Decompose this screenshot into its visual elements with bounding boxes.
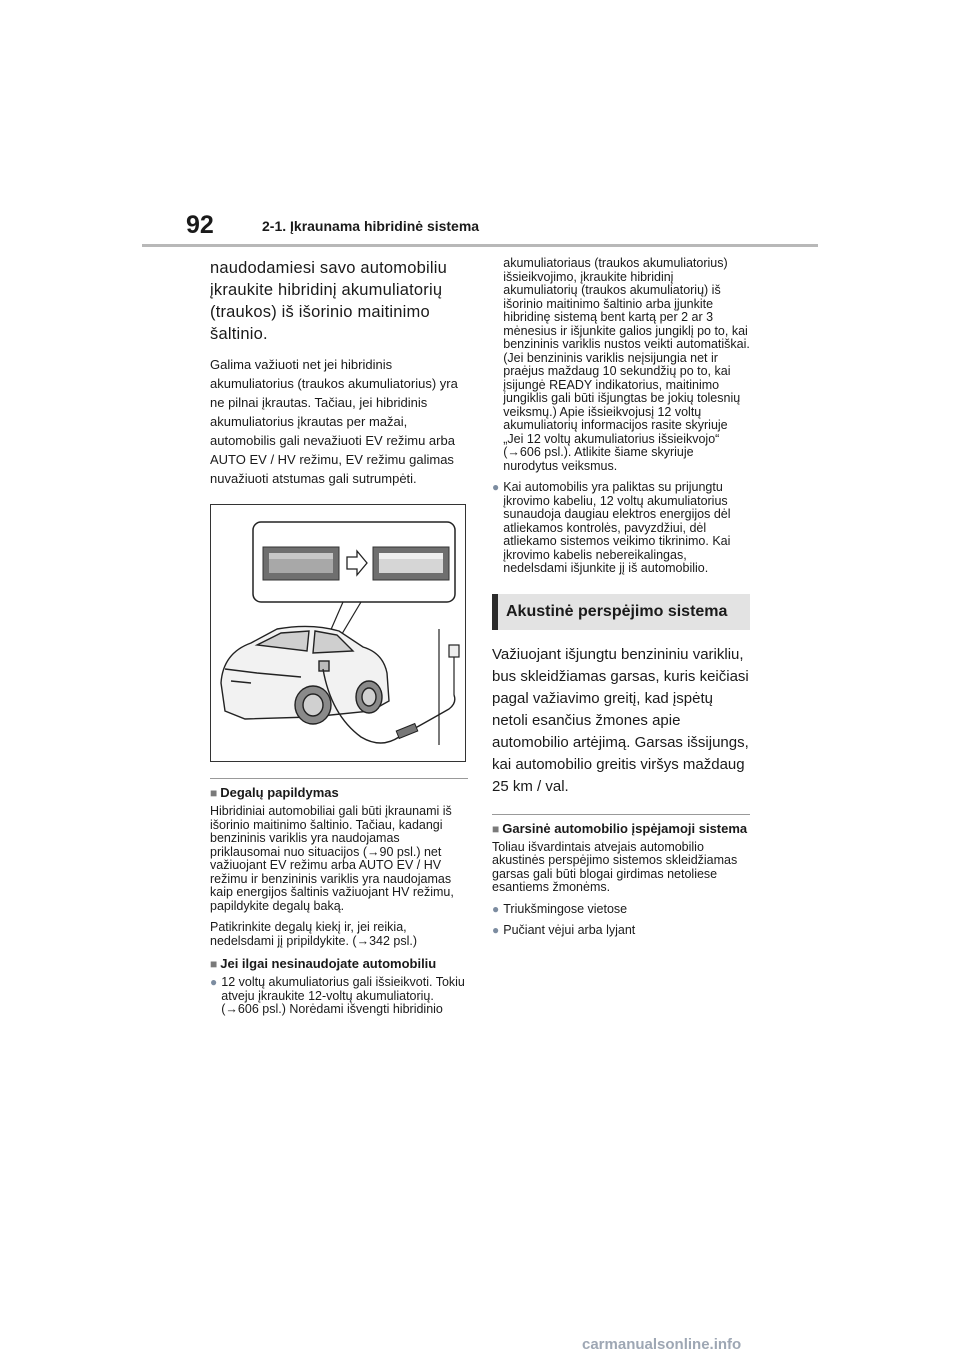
page-number: 92 (186, 211, 214, 239)
right-column (492, 257, 750, 946)
bullet-dot-icon: ● (492, 923, 500, 937)
left-column (210, 257, 468, 1025)
bullet-text: Pučiant vėjui arba lyjant (503, 923, 636, 937)
fuel-heading (210, 785, 468, 801)
bullet-text: Kai automobilis yra paliktas su prijungtu įkrovimo kabeliu, 12 voltų akumuliatorius sunaudoja daugiau elektros energijos dėl atliekamos kontrolės, pavyzdžiui, dėl atliekamo sistemos veikimo tikrinimo. Kai įkrovimo kabelis nebereikalingas, nedelsdami išjunkite jį iš automobilio. (503, 480, 731, 575)
fuel-heading-text: Degalų papildymas (220, 785, 339, 800)
vehicle-sound-heading-text: Garsinė automobilio įspėjamoji sistema (502, 820, 748, 836)
section-heading: Akustinė perspėjimo sistema (506, 602, 728, 620)
cable-control-box-icon (396, 724, 418, 739)
square-marker-icon: ■ (492, 821, 500, 836)
wall-outlet-icon (439, 629, 459, 745)
fuel-paragraph-2: Patikrinkite degalų kiekį ir, jei reikia, nedelsdami jį pripildykite. (→342 psl.) (210, 920, 418, 948)
unused-heading-text: Jei ilgai nesinaudojate automobiliu (220, 956, 437, 971)
list-item (492, 903, 750, 917)
header-divider (142, 244, 818, 247)
square-marker-icon: ■ (210, 957, 218, 971)
bullet-dot-icon: ● (492, 901, 500, 916)
lead-paragraph: naudodamiesi savo automobiliu įkraukite hibridinį akumuliatorių (traukos) iš išorinio maitinimo šaltinio. (210, 259, 447, 343)
watermark: carmanualsonline.info (582, 1336, 742, 1353)
subsection-divider (492, 814, 750, 815)
bullet-text: Triukšmingose vietose (503, 901, 628, 916)
list-item (492, 481, 750, 576)
indicator-light-on-icon (373, 547, 449, 580)
list-item (492, 924, 750, 938)
bullet-dot-icon: ● (210, 975, 218, 989)
vehicle-sound-heading (492, 821, 750, 837)
section-heading-box (492, 594, 750, 630)
subsection-divider (210, 778, 468, 779)
section-title: 2-1. Įkraunama hibridinė sistema (262, 218, 480, 234)
vehicle-sound-paragraph: Toliau išvardintais atvejais automobilio akustinės perspėjimo sistemos skleidžiamas garsas gali būti blogai girdimas netoliese esantiems žmonėms. (492, 839, 738, 894)
acoustic-lead-paragraph: Važiuojant išjungtu benzininiu varikliu, bus skleidžiamas garsas, kuris keičiasi pagal važiavimo greitį, kad įspėtų netoli esančius žmones apie automobilio artėjimą. Garsas išsijungs, kai automobilio greitis viršys maždaug 25 km / val. (492, 645, 749, 795)
charging-illustration (210, 504, 466, 762)
heading-accent-bar (492, 594, 498, 630)
continued-text-block (492, 257, 750, 473)
bullet-dot-icon: ● (492, 480, 500, 494)
square-marker-icon: ■ (210, 786, 218, 800)
charging-illustration-svg (211, 505, 465, 761)
unused-heading (210, 956, 468, 972)
intro-paragraph: Galima važiuoti net jei hibridinis akumuliatorius (traukos akumuliatorius) yra ne pilnai įkrautas. Tačiau, jei hibridinis akumuliatorius įkrautas per mažai, automobilis gali nevažiuoti EV režimu arba AUTO EV / HV režimu, EV režimu galimas nuvažiuoti atstumas gali sutrumpėti. (210, 357, 458, 486)
bullet-text: 12 voltų akumuliatorius gali išsieikvoti. Tokiu atveju įkraukite 12-voltų akumuliatorių. (→606 psl.) Norėdami išvengti hibridinio (221, 975, 465, 1016)
indicator-light-off-icon (263, 547, 339, 580)
fuel-paragraph-1: Hibridiniai automobiliai gali būti įkraunami iš išorinio maitinimo šaltinio. Tačiau, kadangi benzininis variklis yra naudojamas priklausomai nuo situacijos (→90 psl.) net važiuojant EV režimu arba AUTO EV / HV režimu ir benzininis variklis yra naudojamas kaip energijos šaltinis važiuojant HV režimu, papildykite degalų baką. (210, 804, 454, 913)
list-item (210, 976, 468, 1017)
vehicle-icon (221, 626, 389, 724)
continued-text: akumuliatoriaus (traukos akumuliatorius) išsieikvojimo, įkraukite hibridinį akumuliatorių (traukos akumuliatorių) iš išorinio maitinimo šaltinio arba įjunkite hibridinę sistemą bent kartą per 2 ar 3 mėnesius ir išjunkite galios jungiklį po to, kai benzininis variklis nustos veikti automatiškai. (Jei benzininis variklis neįsijungia net ir praėjus maždaug 10 sekundžių po to, kai įsijungė READY indikatorius, maitinimo jungiklis gali būti išjungtas be jokių tolesnių veiksmų.) Apie išsieikvojusį 12 voltų akumuliatorių informacijos rasite skyriuje „Jei 12 voltų akumuliatorius išsieikvojo“ (→606 psl.). Atlikite šiame skyriuje nurodytus veiksmus. (503, 256, 750, 473)
